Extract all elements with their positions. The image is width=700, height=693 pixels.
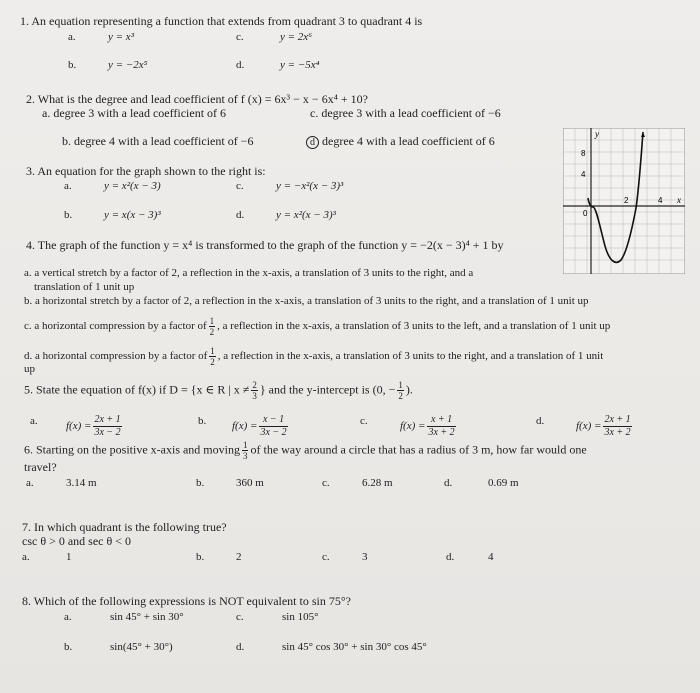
q5-c-den: 3x + 2 — [428, 427, 455, 438]
q5-b — [232, 414, 290, 439]
q5-c-lhs: f(x) = — [400, 420, 426, 433]
q6-c-letter: c. — [322, 477, 330, 489]
q6-b: 360 m — [236, 477, 264, 489]
graph-y-tick-4: 4 — [581, 170, 586, 179]
q6-a: 3.14 m — [66, 477, 97, 489]
q5-d — [576, 414, 634, 439]
q3-b: y = x(x − 3)³ — [104, 209, 161, 221]
q4-a-line2: translation of 1 unit up — [34, 281, 135, 293]
q5-a-fraction — [93, 414, 121, 439]
q1-d: y = −5x⁴ — [280, 59, 320, 71]
q5-a — [66, 414, 124, 439]
q5-c-num: x + 1 — [427, 414, 455, 427]
q7-d-letter: d. — [446, 551, 455, 563]
q8-d-letter: d. — [236, 641, 245, 653]
q8-b-letter: b. — [64, 641, 73, 653]
q6-stem-pre: 6. Starting on the positive x-axis and moving — [24, 442, 240, 457]
q7-d: 4 — [488, 551, 494, 563]
q6-frac-num: 1 — [242, 440, 248, 450]
q2-b: b. degree 4 with a lead coefficient of −6 — [62, 134, 254, 148]
q5-d-fraction — [603, 414, 631, 439]
q8-stem: 8. Which of the following expressions is NOT equivalent to sin 75°? — [22, 594, 351, 608]
q3-c-letter: c. — [236, 180, 244, 192]
graph-x-tick-4: 4 — [658, 196, 663, 205]
q2-d-circled-mark: d — [306, 136, 319, 149]
q4-c-frac-den: 2 — [209, 327, 215, 337]
q2-d — [306, 134, 495, 149]
q4-d-frac-den: 2 — [210, 357, 215, 367]
q5-d-lhs: f(x) = — [576, 420, 602, 433]
q5-b-den: 3x − 2 — [260, 427, 287, 438]
q5-stem-pre: 5. State the equation of f(x) if D = {x ∈ R | x ≠ — [24, 382, 250, 397]
q5-stem-mid: } and the y-intercept is (0, − — [259, 382, 396, 397]
q5-stem — [24, 380, 413, 401]
q5-d-letter: d. — [536, 415, 545, 427]
q7-a: 1 — [66, 551, 72, 563]
q8-b: sin(45° + 30°) — [110, 641, 173, 653]
q3-a-letter: a. — [64, 180, 72, 192]
q5-b-lhs: f(x) = — [232, 420, 258, 433]
q4-c-pre: c. a horizontal compression by a factor of — [24, 320, 207, 333]
q5-frac-2-3 — [251, 380, 258, 401]
q7-condition: csc θ > 0 and sec θ < 0 — [22, 534, 132, 548]
q7-stem: 7. In which quadrant is the following true? — [22, 520, 227, 534]
q7-b: 2 — [236, 551, 242, 563]
q8-c-letter: c. — [236, 611, 244, 623]
q4-d-post: , a reflection in the x-axis, a translation of 3 units to the right, and a translation of 1 unit — [217, 350, 604, 363]
q4-d-fraction — [209, 346, 216, 367]
q6-frac-den: 3 — [242, 451, 248, 461]
q4-d-frac-num: 1 — [210, 346, 215, 356]
q6-c: 6.28 m — [362, 477, 393, 489]
q2-stem: 2. What is the degree and lead coefficient of f (x) = 6x³ − x − 6x⁴ + 10? — [26, 92, 368, 106]
q2-a: a. degree 3 with a lead coefficient of 6 — [42, 106, 227, 120]
q5-b-num: x − 1 — [259, 414, 287, 427]
q1-c: y = 2x⁶ — [280, 31, 313, 43]
q4-c — [24, 316, 610, 337]
q7-c-letter: c. — [322, 551, 330, 563]
q3-b-letter: b. — [64, 209, 73, 221]
q5-frac1-num: 2 — [252, 380, 257, 390]
q2-d-text: degree 4 with a lead coefficient of 6 — [319, 134, 495, 148]
q6-fraction — [242, 440, 249, 461]
q2-c: c. degree 3 with a lead coefficient of −6 — [310, 106, 501, 120]
q5-frac2-num: 1 — [398, 380, 403, 390]
q5-a-den: 3x − 2 — [94, 427, 121, 438]
q4-stem: 4. The graph of the function y = x⁴ is transformed to the graph of the function y = −2(x − 3)⁴ + 1 by — [26, 238, 504, 252]
q4-a-line1: a. a vertical stretch by a factor of 2, a reflection in the x-axis, a translation of 3 units to the right, and a — [24, 267, 474, 279]
q1-b: y = −2x⁵ — [108, 59, 148, 71]
q4-d-line2: up — [24, 363, 35, 375]
q5-c-letter: c. — [360, 415, 368, 427]
q3-a: y = x²(x − 3) — [104, 180, 161, 192]
q4-b: b. a horizontal stretch by a factor of 2, a reflection in the x-axis, a translation of 3 units to the right, and a translation of 1 unit up — [24, 295, 589, 307]
q5-a-lhs: f(x) = — [66, 420, 92, 433]
q6-d-letter: d. — [444, 477, 453, 489]
q5-a-letter: a. — [30, 415, 38, 427]
q5-d-den: 3x + 2 — [604, 427, 631, 438]
q3-stem: 3. An equation for the graph shown to the right is: — [26, 164, 266, 178]
q1-d-letter: d. — [236, 59, 245, 71]
q3-c: y = −x²(x − 3)³ — [276, 180, 344, 192]
graph-x-label: x — [677, 195, 681, 205]
q5-a-num: 2x + 1 — [94, 414, 121, 425]
q3-d: y = x²(x − 3)³ — [276, 209, 336, 221]
q7-c: 3 — [362, 551, 368, 563]
q5-c-fraction — [427, 414, 455, 439]
q1-b-letter: b. — [68, 59, 77, 71]
q5-frac1-den: 3 — [252, 391, 257, 401]
q5-d-num: 2x + 1 — [604, 414, 631, 425]
q4-d — [24, 346, 603, 367]
q5-frac-1-2 — [397, 380, 404, 401]
q6-stem-line2: travel? — [24, 460, 57, 474]
graph-x-tick-0: 0 — [583, 209, 588, 218]
q4-d-pre: d. a horizontal compression by a factor of — [24, 350, 208, 363]
graph-y-label: y — [595, 129, 599, 139]
q4-c-fraction — [209, 316, 216, 337]
q6-b-letter: b. — [196, 477, 205, 489]
q7-a-letter: a. — [22, 551, 30, 563]
q5-b-letter: b. — [198, 415, 207, 427]
q6-d: 0.69 m — [488, 477, 519, 489]
q5-frac2-den: 2 — [398, 391, 403, 401]
graph-y-tick-8: 8 — [581, 149, 586, 158]
q5-stem-end: ). — [405, 382, 413, 397]
q1-a-letter: a. — [68, 31, 76, 43]
q8-c: sin 105° — [282, 611, 319, 623]
q4-c-frac-num: 1 — [209, 316, 215, 326]
q6-a-letter: a. — [26, 477, 34, 489]
q6-stem — [24, 440, 587, 461]
q8-a: sin 45° + sin 30° — [110, 611, 184, 623]
q5-c — [400, 414, 458, 439]
q1-stem: 1. An equation representing a function that extends from quadrant 3 to quadrant 4 is — [20, 14, 423, 28]
q5-b-fraction — [259, 414, 287, 439]
q6-stem-post: of the way around a circle that has a radius of 3 m, how far would one — [250, 442, 587, 457]
graph-x-tick-2: 2 — [624, 196, 629, 205]
q1-a: y = x³ — [108, 31, 134, 43]
q4-c-post: , a reflection in the x-axis, a translation of 3 units to the left, and a translation of 1 unit up — [217, 320, 611, 333]
q8-a-letter: a. — [64, 611, 72, 623]
q3-d-letter: d. — [236, 209, 245, 221]
q7-b-letter: b. — [196, 551, 205, 563]
q8-d: sin 45° cos 30° + sin 30° cos 45° — [282, 641, 427, 653]
q1-c-letter: c. — [236, 31, 244, 43]
q3-graph — [563, 128, 685, 274]
